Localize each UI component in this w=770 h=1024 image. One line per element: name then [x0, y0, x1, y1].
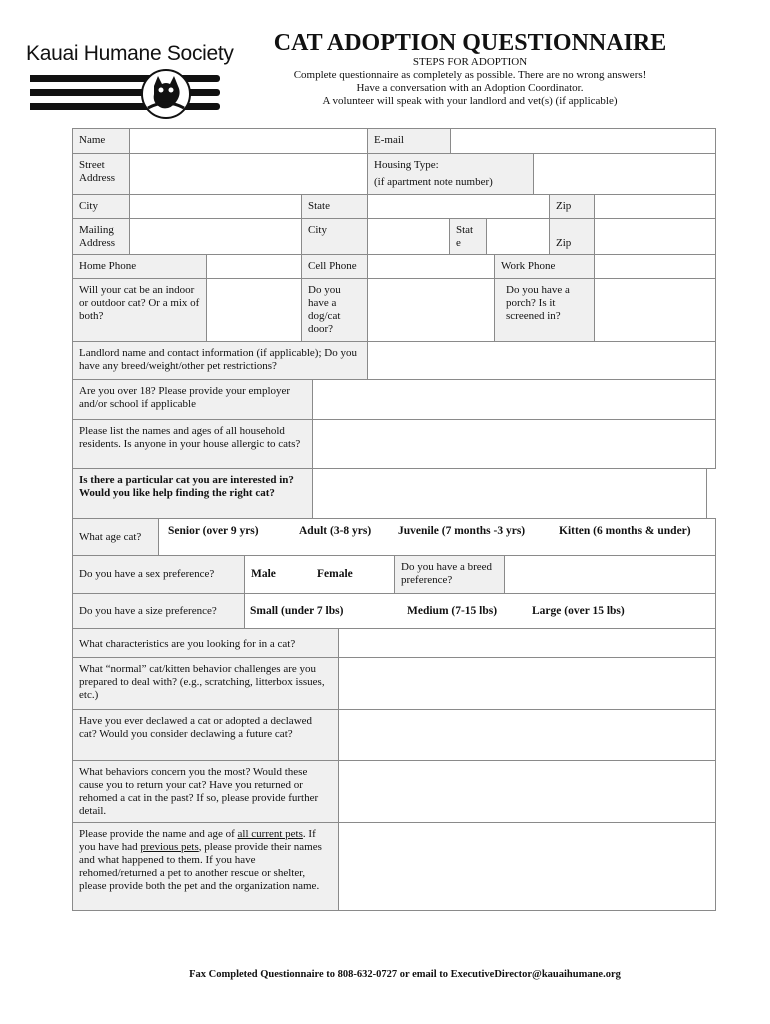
- age-label: What age cat?: [72, 518, 159, 556]
- name-label: Name: [72, 128, 130, 154]
- age-senior-option[interactable]: Senior (over 9 yrs): [168, 525, 259, 537]
- characteristics-field[interactable]: [338, 628, 716, 658]
- page-title: CAT ADOPTION QUESTIONNAIRE: [273, 30, 667, 56]
- pets-label: Please provide the name and age of all current pets. If you have had previous pets, please provide their names and what happened to them. If you have rehomed/returned a pet to another rescue or shelter, please provide both the pet and the organization name.: [72, 822, 339, 911]
- housing-field[interactable]: [533, 153, 716, 195]
- sex-label: Do you have a sex preference?: [72, 555, 245, 594]
- mailing-field[interactable]: [129, 218, 302, 255]
- zip-label: Zip: [549, 194, 595, 219]
- size-medium-option[interactable]: Medium (7-15 lbs): [407, 605, 498, 617]
- mail-city-label: City: [301, 218, 368, 255]
- porch-label: Do you have a porch? Is it screened in?: [494, 278, 595, 342]
- email-label: E-mail: [367, 128, 451, 154]
- cell-phone-field[interactable]: [367, 254, 495, 279]
- declaw-label: Have you ever declawed a cat or adopted a declawed cat? Would you consider declawing a future cat?: [72, 709, 339, 761]
- state-field[interactable]: [367, 194, 550, 219]
- work-phone-field[interactable]: [594, 254, 716, 279]
- normal-behavior-field[interactable]: [338, 657, 716, 710]
- cat-door-label: Do you have a dog/cat door?: [301, 278, 368, 342]
- behavior-concern-label: What behaviors concern you the most? Would these cause you to return your cat? Have you returned or rehomed a cat in the past? If so, please provide further detail.: [72, 760, 339, 823]
- porch-field[interactable]: [594, 278, 716, 342]
- breed-field[interactable]: [504, 555, 716, 594]
- size-large-option[interactable]: Large (over 15 lbs): [532, 605, 625, 617]
- mailing-label: Mailing Address: [72, 218, 130, 255]
- household-label: Please list the names and ages of all household residents. Is anyone in your house allergic to cats?: [72, 419, 313, 469]
- state-label: State: [301, 194, 368, 219]
- age-juvenile-option[interactable]: Juvenile (7 months -3 yrs): [398, 525, 526, 537]
- pets-field[interactable]: [338, 822, 716, 911]
- household-field[interactable]: [312, 419, 716, 469]
- work-phone-label: Work Phone: [494, 254, 595, 279]
- org-name: Kauai Humane Society: [26, 42, 234, 65]
- cat-door-field[interactable]: [367, 278, 495, 342]
- particular-cat-label: Is there a particular cat you are interested in? Would you like help finding the right cat?: [72, 468, 313, 519]
- street-field[interactable]: [129, 153, 368, 195]
- cat-logo-icon: [140, 68, 192, 120]
- city-field[interactable]: [129, 194, 302, 219]
- sex-female-option[interactable]: Female: [317, 568, 353, 580]
- size-label: Do you have a size preference?: [72, 593, 245, 629]
- housing-label: Housing Type: (if apartment note number): [367, 153, 534, 195]
- behavior-concern-field[interactable]: [338, 760, 716, 823]
- breed-label: Do you have a breed preference?: [394, 555, 505, 594]
- step-2: Have a conversation with an Adoption Coordinator.: [356, 82, 584, 94]
- landlord-label: Landlord name and contact information (if applicable); Do you have any breed/weight/other pet restrictions?: [72, 341, 368, 380]
- over-18-field[interactable]: [312, 379, 716, 420]
- over-18-label: Are you over 18? Please provide your employer and/or school if applicable: [72, 379, 313, 420]
- landlord-field[interactable]: [367, 341, 716, 380]
- email-field[interactable]: [450, 128, 716, 154]
- sex-male-option[interactable]: Male: [251, 568, 276, 580]
- zip-field[interactable]: [594, 194, 716, 219]
- step-3: A volunteer will speak with your landlord and vet(s) (if applicable): [322, 95, 618, 107]
- home-phone-label: Home Phone: [72, 254, 207, 279]
- declaw-field[interactable]: [338, 709, 716, 761]
- indoor-outdoor-field[interactable]: [206, 278, 302, 342]
- footer-instructions: Fax Completed Questionnaire to 808-632-0727 or email to ExecutiveDirector@kauaihumane.org: [189, 969, 621, 980]
- mail-state-label: Stat e: [449, 218, 487, 255]
- mail-city-field[interactable]: [367, 218, 450, 255]
- characteristics-label: What characteristics are you looking for in a cat?: [72, 628, 339, 658]
- normal-behavior-label: What “normal” cat/kitten behavior challenges are you prepared to deal with? (e.g., scratching, litterbox issues, etc.): [72, 657, 339, 710]
- particular-cat-field[interactable]: [312, 468, 707, 519]
- indoor-outdoor-label: Will your cat be an indoor or outdoor cat? Or a mix of both?: [72, 278, 207, 342]
- size-small-option[interactable]: Small (under 7 lbs): [250, 605, 344, 617]
- age-kitten-option[interactable]: Kitten (6 months & under): [559, 525, 691, 537]
- cell-phone-label: Cell Phone: [301, 254, 368, 279]
- city-label: City: [72, 194, 130, 219]
- steps-heading: STEPS FOR ADOPTION: [412, 56, 528, 68]
- step-1: Complete questionnaire as completely as possible. There are no wrong answers!: [293, 69, 647, 81]
- mail-state-field[interactable]: [486, 218, 550, 255]
- street-label: Street Address: [72, 153, 130, 195]
- home-phone-field[interactable]: [206, 254, 302, 279]
- age-adult-option[interactable]: Adult (3-8 yrs): [299, 525, 372, 537]
- mail-zip-label: Zip: [549, 218, 595, 255]
- mail-zip-field[interactable]: [594, 218, 716, 255]
- name-field[interactable]: [129, 128, 368, 154]
